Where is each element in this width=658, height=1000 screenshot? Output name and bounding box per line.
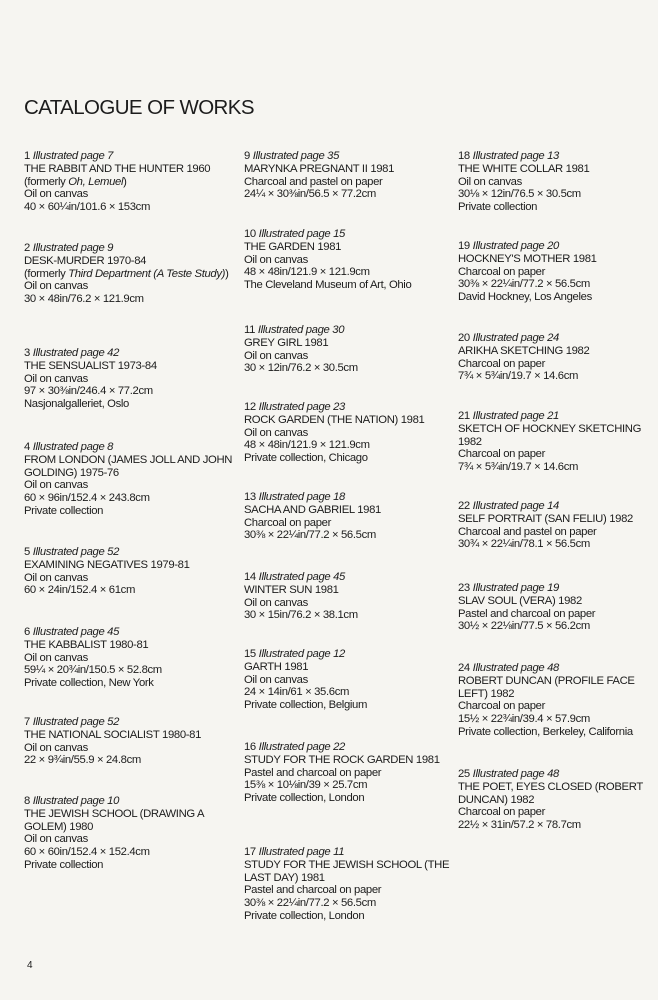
catalogue-number: 11 [244,324,256,336]
entry-reference [458,410,654,423]
dimensions: 48 × 48in/121.9 × 121.9cm [244,439,370,452]
work-year: 1982 [458,435,482,448]
medium: Pastel and charcoal on paper [458,607,596,620]
catalogue-entry [458,240,654,304]
illustrated-page-ref: Illustrated page 42 [32,347,120,359]
collection: Private collection, New York [24,677,154,690]
entry-title-line [458,253,654,266]
entry-reference [24,626,239,639]
catalogue-number: 23 [458,582,470,594]
entry-reference [458,332,654,345]
entry-reference [458,240,654,253]
catalogue-entry [458,662,654,739]
entry-reference [244,648,454,661]
entry-reference [458,662,654,675]
dimensions: 15⅜ × 10⅛in/39 × 25.7cm [244,779,368,792]
catalogue-number: 8 [24,795,30,807]
catalogue-number: 2 [24,242,30,254]
catalogue-entry [24,150,239,214]
work-year: 1981 [565,162,590,175]
catalogue-number: 1 [24,150,30,162]
work-year: 1981 [400,413,425,426]
dimensions: 30½ × 22⅛in/77.5 × 56.2cm [458,620,590,633]
catalogue-number: 9 [244,150,250,162]
collection: Private collection [24,858,104,871]
medium: Pastel and charcoal on paper [244,884,382,897]
entry-title-line [24,360,239,373]
work-title: GREY GIRL [244,336,302,349]
illustrated-page-ref: Illustrated page 22 [258,741,345,753]
entry-reference [24,546,239,559]
work-title: THE POET, EYES CLOSED (ROBERT DUNCAN) [458,780,643,806]
work-title: THE WHITE COLLAR [458,162,563,175]
catalogue-number: 20 [458,332,470,344]
medium: Oil on canvas [244,673,308,686]
entry-title-line [458,675,654,701]
catalogue-number: 16 [244,741,256,753]
work-year: 1980-81 [109,638,149,651]
dimensions: 30 × 15in/76.2 × 38.1cm [244,609,358,622]
dimensions: 60 × 60in/152.4 × 152.4cm [24,846,150,859]
entry-title-line [24,163,239,176]
entry-reference [24,441,239,454]
catalogue-entry [244,324,454,375]
former-title [24,176,239,189]
entry-reference [458,150,654,163]
entry-reference [24,716,239,729]
entry-reference [24,242,239,255]
catalogue-entry [24,716,239,767]
catalogue-number: 18 [458,150,470,162]
illustrated-page-ref: Illustrated page 48 [472,768,559,780]
dimensions: 40 × 60¼in/101.6 × 153cm [24,201,151,214]
catalogue-entry [458,500,654,551]
collection: Private collection, Belgium [244,699,368,712]
catalogue-entry [458,582,654,633]
catalogue-entry [458,332,654,383]
work-title: EXAMINING NEGATIVES [24,558,148,571]
work-year: 1981 [317,240,342,253]
entry-title-line [458,595,654,608]
entry-title-line [24,808,239,834]
entry-title-line [458,513,654,526]
entry-reference [24,150,239,163]
former-title-part: ) [123,175,127,188]
entry-title-line [244,859,454,885]
entry-reference [244,491,454,504]
catalogue-number: 22 [458,500,470,512]
medium: Oil on canvas [24,479,88,492]
catalogue-number: 25 [458,768,470,780]
catalogue-entry [244,228,454,292]
entry-title-line [458,423,654,449]
medium: Oil on canvas [24,651,88,664]
entry-reference [24,795,239,808]
entry-reference [24,347,239,360]
work-title: ROCK GARDEN (THE NATION) [244,413,398,426]
catalogue-entry [24,242,239,306]
catalogue-number: 10 [244,228,256,240]
work-year: 1981 [415,753,440,766]
dimensions: 7¾ × 5¾in/19.7 × 14.6cm [458,461,579,474]
catalogue-number: 6 [24,626,30,638]
illustrated-page-ref: Illustrated page 7 [32,150,114,162]
dimensions: 15½ × 22¾in/39.4 × 57.9cm [458,713,590,726]
dimensions: 30⅜ × 22¼in/77.2 × 56.5cm [458,278,590,291]
work-year: 1979-81 [150,558,190,571]
entry-title-line [24,454,239,480]
collection: Private collection [24,504,104,517]
illustrated-page-ref: Illustrated page 10 [32,795,120,807]
former-title-part: (formerly [24,267,69,280]
medium: Charcoal on paper [458,700,545,713]
catalogue-entry [244,741,454,805]
entry-title-line [458,163,654,176]
medium: Oil on canvas [24,833,88,846]
work-year: 1970-84 [107,254,147,267]
illustrated-page-ref: Illustrated page 21 [472,410,559,422]
former-title-part: (formerly [24,175,69,188]
entry-title-line [458,781,654,807]
medium: Charcoal on paper [458,448,545,461]
catalogue-entry [244,648,454,712]
work-title: ARIKHA SKETCHING [458,344,563,357]
work-title: MARYNKA PREGNANT II [244,162,368,175]
catalogue-entry [458,768,654,832]
medium: Oil on canvas [24,188,88,201]
dimensions: 24¼ × 30⅜in/56.5 × 77.2cm [244,188,376,201]
medium: Oil on canvas [244,426,308,439]
work-title: SKETCH OF HOCKNEY SKETCHING [458,422,642,435]
illustrated-page-ref: Illustrated page 35 [252,150,340,162]
page-number: 4 [27,960,33,971]
illustrated-page-ref: Illustrated page 48 [472,662,559,674]
work-title: GARTH [244,660,282,673]
work-year: 1982 [510,793,535,806]
work-year: 1980-81 [162,728,202,741]
illustrated-page-ref: Illustrated page 45 [258,571,345,583]
illustrated-page-ref: Illustrated page 19 [472,582,559,594]
work-title: HOCKNEY'S MOTHER [458,252,571,265]
catalogue-number: 17 [244,846,256,858]
illustrated-page-ref: Illustrated page 23 [258,401,345,413]
catalogue-number: 5 [24,546,30,558]
illustrated-page-ref: Illustrated page 24 [472,332,559,344]
dimensions: 30 × 48in/76.2 × 121.9cm [24,293,144,306]
dimensions: 30⅜ × 22¼in/77.2 × 56.5cm [244,529,376,542]
catalogue-entry [458,410,654,474]
work-title: THE SENSUALIST [24,359,115,372]
collection: Private collection, London [244,909,365,922]
work-title: FROM LONDON (JAMES JOLL AND JOHN GOLDING) [24,453,233,479]
dimensions: 48 × 48in/121.9 × 121.9cm [244,266,370,279]
dimensions: 30⅛ × 12in/76.5 × 30.5cm [458,188,581,201]
work-year: 1981 [284,660,309,673]
entry-reference [244,571,454,584]
work-title: THE GARDEN [244,240,315,253]
catalogue-number: 15 [244,648,256,660]
medium: Oil on canvas [458,175,522,188]
entry-reference [244,741,454,754]
work-title: THE KABBALIST [24,638,107,651]
work-title: STUDY FOR THE ROCK GARDEN [244,753,414,766]
medium: Oil on canvas [24,280,88,293]
medium: Charcoal on paper [244,516,331,529]
illustrated-page-ref: Illustrated page 9 [32,242,114,254]
medium: Oil on canvas [244,349,308,362]
entry-title-line [244,241,454,254]
work-title: SLAV SOUL (VERA) [458,594,556,607]
illustrated-page-ref: Illustrated page 8 [32,441,114,453]
collection: The Cleveland Museum of Art, Ohio [244,279,412,292]
work-year: 1982 [565,344,590,357]
catalogue-entry [24,347,239,411]
catalogue-number: 7 [24,716,30,728]
catalogue-entry [24,795,239,872]
catalogue-entry [458,150,654,214]
work-year: 1982 [609,512,633,525]
dimensions: 59¼ × 20¾in/150.5 × 52.8cm [24,664,162,677]
illustrated-page-ref: Illustrated page 20 [472,240,559,252]
work-title: THE JEWISH SCHOOL (DRAWING A GOLEM) [24,807,204,833]
entry-reference [244,324,454,337]
dimensions: 97 × 30⅜in/246.4 × 77.2cm [24,385,153,398]
entry-title-line [244,754,454,767]
medium: Charcoal and pastel on paper [458,525,597,538]
work-year: 1960 [186,162,211,175]
entry-title-line [244,163,454,176]
dimensions: 30 × 12in/76.2 × 30.5cm [244,362,358,375]
entry-title-line [244,414,454,427]
entry-title-line [244,661,454,674]
catalogue-entry [244,571,454,622]
work-title: ROBERT DUNCAN (PROFILE FACE LEFT) [458,674,635,700]
entry-reference [244,846,454,859]
work-title: SACHA AND GABRIEL [244,503,355,516]
catalogue-number: 12 [244,401,256,413]
dimensions: 7¾ × 5¾in/19.7 × 14.6cm [458,370,579,383]
entry-reference [244,401,454,414]
dimensions: 30⅜ × 22¼in/77.2 × 56.5cm [244,897,376,910]
catalogue-number: 4 [24,441,30,453]
dimensions: 24 × 14in/61 × 35.6cm [244,686,350,699]
illustrated-page-ref: Illustrated page 52 [32,716,120,728]
illustrated-page-ref: Illustrated page 11 [258,846,345,858]
medium: Charcoal and pastel on paper [244,175,383,188]
collection: Private collection, London [244,792,365,805]
medium: Charcoal on paper [458,357,545,370]
catalogue-number: 14 [244,571,256,583]
illustrated-page-ref: Illustrated page 45 [32,626,120,638]
work-title: THE NATIONAL SOCIALIST [24,728,160,741]
work-year: 1981 [370,162,395,175]
work-title: WINTER SUN [244,583,313,596]
former-title-part: ) [225,267,229,280]
collection: David Hockney, Los Angeles [458,291,592,304]
former-title-part: Third Department (A Teste Study) [68,267,226,280]
dimensions: 30¾ × 22¼in/78.1 × 56.5cm [458,538,590,551]
work-title: SELF PORTRAIT (SAN FELIU) [458,512,607,525]
catalogue-entry [244,150,454,201]
page-title: CATALOGUE OF WORKS [24,96,254,119]
former-title-part: Oh, Lemuel [68,175,124,188]
catalogue-number: 13 [244,491,256,503]
medium: Oil on canvas [24,571,88,584]
work-year: 1973-84 [117,359,157,372]
illustrated-page-ref: Illustrated page 13 [472,150,559,162]
medium: Oil on canvas [244,596,308,609]
entry-title-line [458,345,654,358]
work-title: THE RABBIT AND THE HUNTER [24,162,184,175]
collection: Private collection [458,201,538,214]
catalogue-entry [24,626,239,690]
entry-reference [244,228,454,241]
work-year: 1981 [314,583,339,596]
dimensions: 22 × 9¾in/55.9 × 24.8cm [24,754,141,767]
medium: Oil on canvas [24,741,88,754]
medium: Oil on canvas [24,372,88,385]
catalogue-number: 3 [24,347,30,359]
entry-title-line [244,504,454,517]
illustrated-page-ref: Illustrated page 52 [32,546,120,558]
work-year: 1981 [301,871,325,884]
dimensions: 60 × 24in/152.4 × 61cm [24,584,136,597]
collection: Private collection, Berkeley, California [458,725,633,738]
former-title [24,268,239,281]
illustrated-page-ref: Illustrated page 14 [472,500,559,512]
illustrated-page-ref: Illustrated page 18 [258,491,345,503]
catalogue-entry [244,846,454,923]
catalogue-number: 21 [458,410,470,422]
illustrated-page-ref: Illustrated page 30 [257,324,345,336]
catalogue-entry [244,491,454,542]
entry-reference [458,500,654,513]
medium: Oil on canvas [244,253,308,266]
entry-title-line [24,639,239,652]
medium: Charcoal on paper [458,806,545,819]
work-year: 1980 [69,820,93,833]
dimensions: 22½ × 31in/57.2 × 78.7cm [458,819,581,832]
entry-reference [244,150,454,163]
illustrated-page-ref: Illustrated page 15 [258,228,345,240]
collection: Nasjonalgalleriet, Oslo [24,398,129,411]
dimensions: 60 × 96in/152.4 × 243.8cm [24,492,150,505]
catalogue-number: 19 [458,240,470,252]
catalogue-entry [244,401,454,465]
medium: Charcoal on paper [458,265,545,278]
work-title: DESK-MURDER [24,254,105,267]
catalogue-number: 24 [458,662,470,674]
entry-title-line [24,255,239,268]
work-year: 1981 [357,503,381,516]
work-year: 1975-76 [79,466,119,479]
catalogue-entry [24,441,239,518]
entry-reference [458,582,654,595]
collection: Private collection, Chicago [244,452,368,465]
entry-title-line [24,729,239,742]
work-year: 1981 [304,336,329,349]
entry-title-line [244,584,454,597]
illustrated-page-ref: Illustrated page 12 [258,648,345,660]
entry-reference [458,768,654,781]
work-title: STUDY FOR THE JEWISH SCHOOL (THE LAST DAY) [244,858,450,884]
catalogue-entry [24,546,239,597]
entry-title-line [244,337,454,350]
work-year: 1982 [558,594,582,607]
medium: Pastel and charcoal on paper [244,766,382,779]
work-year: 1982 [490,687,515,700]
work-year: 1981 [572,252,597,265]
entry-title-line [24,559,239,572]
